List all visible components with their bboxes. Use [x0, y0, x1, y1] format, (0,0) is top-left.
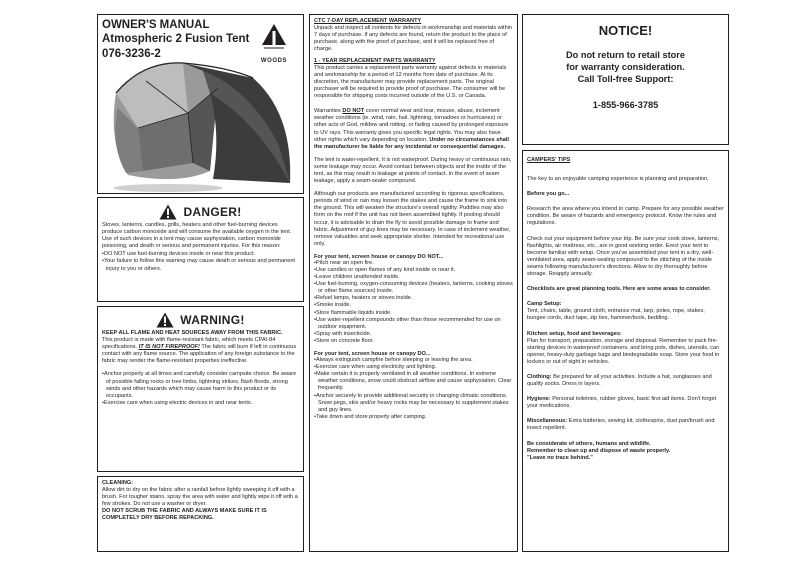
cleaning-text [102, 480, 299, 523]
danger-heading-row [102, 202, 299, 222]
tips-misc [527, 418, 724, 432]
do-item: • Make certain it is properly ventilated in all weather conditions. In extreme weather conditions, snow could obstruct airflow and cause asphyxiation. Clear frequently. [314, 371, 513, 392]
danger-body: Stoves, lanterns, candles, grills, heaters and other fuel-burning devices produce carbon monoxide and will consume the available oxygen in the tent. Use of such devices in a tent may cause asphyxiation, carbon monoxide poisoning, and death or serious and permanent injuries. For this reason: [102, 222, 292, 250]
warning-bullet: • Exercise care when using electric devices in and near tents. [102, 400, 299, 407]
do-not-item: • Store on concrete floor. [314, 338, 513, 345]
notice-heading: NOTICE! [598, 23, 653, 38]
warning-heading-row [102, 310, 299, 330]
do-not-item: • Use fuel-burning, oxygen-consuming devices (heaters, lanterns, cooking stoves or other flame sources) inside. [314, 281, 513, 295]
setup-text: Tent, chairs, table, ground cloth, entrance mat, tarp, poles, rope, stakes, bungee cords, duct tape, zip ties, hammer/tools, bedding. [527, 308, 705, 322]
warranty-7day-heading: CTC 7-DAY REPLACEMENT WARRANTY [314, 18, 422, 24]
tips-setup [527, 301, 724, 322]
model-number: 076-3236-2 [102, 47, 161, 60]
do-heading: For your tent, screen house or canopy DO... [314, 351, 431, 358]
do-item: • Anchor securely to provide additional security in changing climatic conditions. Snow pegs, skis and/or heavy rocks may be necessary to supplement stakes and guy lines. [314, 393, 513, 414]
notice-line-1: Do not return to retail store [566, 50, 685, 60]
warning-bullets [102, 371, 299, 406]
tips-checklists: Checklists are great planning tools. Here are some areas to consider. [527, 286, 711, 293]
warning-lead: KEEP ALL FLAME AND HEAT SOURCES AWAY FROM THIS FABRIC. [102, 330, 283, 336]
hygiene-text: Personal toiletries, rubber gloves, basic first aid items. Don't forget your medications. [527, 396, 717, 410]
do-not-item: • Pitch near an open fire. [314, 260, 513, 267]
do-not-item: • Store flammable liquids inside. [314, 310, 513, 317]
kitchen-text: Plan for transport, preparation, storage and disposal. Remember to pack fire-starting devices in waterproof containers, and bring pots, dishes, utensils, can opener, heavy-duty garbage bags and biodegradable soap. Store your food in lockers or out of sight in vehicles. [527, 337, 720, 365]
kitchen-heading: Kitchen setup, food and beverages: [527, 330, 622, 337]
do-not-item: • Use candles or open flames of any kind inside or near it. [314, 267, 513, 274]
notice-panel [522, 14, 729, 145]
notice-line-3: Call Toll-free Support: [577, 73, 674, 84]
danger-bullet: • Your failure to follow this warning may cause death or serious and permanent injury to you or others. [102, 258, 299, 272]
cleaning-body: Allow dirt to dry on the fabric after a rainfall before lightly sweeping it off with a brush. For tougher stains, spray the area with water and lightly wipe it off with a few strokes. Do not use a washer or dryer. [102, 487, 298, 508]
warning-triangle-icon [156, 312, 174, 328]
rigor-text: Although our products are manufactured according to rigorous specifications, periods of wind or rain may loosen the stakes and cause the frame to sink into the ground. This will weaken the structure's overall rigidity. Puddles may also form on the roof if the unit has not been assembled tightly. If pooling should occur, it is advisable to drain the fly to avoid possible damage to frame and fabric. Adjustment of guy lines may be necessary. In case of inclement weather, remove valuables and seek appropriate shelter. Intended for recreational use only. [314, 191, 511, 247]
tips-intro: The key to an enjoyable camping experience is planning and preparation. [527, 176, 709, 183]
misc-text: Extra batteries, sewing kit, clothespins, dust pan/brush and insect repellent. [527, 418, 715, 432]
do-not-item: • Smoke inside. [314, 302, 513, 309]
notice-text [523, 50, 728, 86]
warning-body [102, 330, 299, 365]
manual-title: OWNER'S MANUAL [102, 19, 210, 31]
exclusions-post: cover normal wear and tear, misuse, abuse, inclement weather conditions (ie. wind, rain, hail, lightning, tornadoes or hurricanes) or other acts of God, mildew and rotting, or fading caused by prolonged exposure to UV rays. This warranty gives you specific legal rights. You may also have other rights which vary depending on location. [314, 108, 509, 143]
warning-panel [97, 306, 304, 472]
closing-line-3: "Leave no trace behind." [527, 454, 593, 461]
warranty-1year-text: This product carries a replacement parts warranty against defects in materials and workmanship for a period of 12 months from date of purchase. At its discretion, the manufacturer may provide replacement parts. The original purchaser will be required to provide proof of purchase. The consumer will be responsible for shipping costs incurred outside of the U.S. or Canada. [314, 64, 507, 100]
hygiene-heading: Hygiene: [527, 396, 551, 403]
warning-emphasis: IT IS NOT FIREPROOF! [138, 344, 200, 351]
danger-heading: DANGER! [183, 205, 242, 219]
do-item: • Exercise care when using electricity and lighting. [314, 364, 513, 371]
clothing-text: Be prepared for all your activities. Include a hat, sunglasses and quality socks. Dress in layers. [527, 373, 712, 388]
misc-heading: Miscellaneous: [527, 418, 568, 425]
do-not-item: • Use water-repellent compounds other than those recommended for use on outdoor equipment. [314, 317, 513, 331]
do-not-item: • Leave children unattended inside. [314, 274, 513, 281]
exclusions-pre: Warranties [314, 108, 341, 115]
tips-research: Research the area where you intend to camp. Prepare for any possible weather condition. Be aware of hazards and emergency protocol. Know the rules and regulations. [527, 206, 724, 227]
tent-image [98, 53, 303, 193]
warranty-panel [309, 14, 518, 552]
campers-tips-panel [522, 150, 729, 552]
do-list [314, 357, 513, 421]
cover-panel [97, 14, 304, 194]
support-phone: 1-855-966-3785 [592, 99, 659, 110]
closing-line-1: Be considerate of others, humans and wildlife. [527, 440, 651, 447]
exclusions-emphasis: DO NOT [342, 108, 365, 115]
do-not-item: • Spray with insecticide. [314, 331, 513, 338]
warning-body-2: The fabric will burn if left in continuous contact with any flame source. The application of any foreign substance to the fabric may render the flame-resistant properties ineffective. [102, 344, 297, 365]
exclusions-bold: Under no circumstances shall the manufacturer be liable for any incidental or consequential damages. [314, 136, 509, 150]
warning-heading: WARNING! [180, 313, 245, 327]
do-item: • Always extinguish campfire before sleeping or leaving the area. [314, 357, 513, 364]
do-not-item: • Refuel lamps, heaters or stoves inside. [314, 295, 513, 302]
clothing-heading: Clothing: [527, 373, 552, 380]
warranty-1year-heading: 1 - YEAR REPLACEMENT PARTS WARRANTY [314, 57, 436, 64]
danger-bullets [102, 251, 299, 272]
tips-heading: CAMPERS' TIPS [527, 157, 571, 163]
woods-logo-icon [261, 23, 287, 53]
cleaning-bold: DO NOT SCRUB THE FABRIC AND ALWAYS MAKE SURE IT IS COMPLETELY DRY BEFORE REPACKING. [102, 508, 267, 522]
water-repellent-text: The tent is water-repellent. It is not waterproof. During heavy or continuous rain, some leakage may occur. Avoid contact between objects and the inside of the tent, as this may result in leakage at points of contact. In the event of seam leakage, apply a seam-sealer compound. [314, 156, 512, 185]
danger-panel [97, 197, 304, 302]
brand-name: WOODS [260, 58, 288, 64]
do-item: • Take down and store properly after camping. [314, 414, 513, 421]
notice-line-2: for warranty consideration. [566, 61, 685, 72]
do-not-heading: For your tent, screen house or canopy DO NOT... [314, 253, 444, 260]
warning-body-1: This product is made with flame-resistant fabric, which meets CPAI-84 specifications. [102, 337, 276, 351]
tips-clothing [527, 374, 724, 388]
warning-triangle-icon [159, 204, 177, 220]
setup-heading: Camp Setup: [527, 301, 562, 308]
cleaning-panel [97, 476, 304, 552]
tips-closing [527, 441, 724, 462]
tips-before: Before you go... [527, 191, 570, 198]
tips-check: Check out your equipment before your trip. Be sure your cook stove, lanterns, flashlights, air mattress, etc., are in good working order. Erect your tent to become familiar with setup. Once you've assembled your tent in a dry, well-ventilated area, apply seam-sealing compound to the stitching of the inside seams following manufacturer's directions. Allow to dry thoroughly before storage. Reapply annually. [527, 235, 720, 278]
tips-kitchen [527, 331, 724, 366]
warranty-exclusions [314, 108, 513, 151]
closing-line-2: Remember to clean up and dispose of waste properly. [527, 447, 671, 454]
product-name: Atmospheric 2 Fusion Tent [102, 33, 250, 46]
cleaning-heading: CLEANING: [102, 480, 134, 486]
tips-hygiene [527, 396, 724, 410]
warning-bullet: • Anchor properly at all times and carefully consider campsite choice. Be aware of possible falling rocks or tree limbs, lightning strikes, flash floods, strong winds and other hazards which may cause harm to this product or its occupants. [102, 371, 299, 399]
warranty-7day-text: Unpack and inspect all contents for defects in workmanship and materials within 7 days of purchase. If any defects are found, return the product to the place of purchase, along with the proof of purchase, and it will be replaced free of charge. [314, 25, 513, 53]
do-not-list [314, 260, 513, 345]
danger-bullet: • DO NOT use fuel-burning devices inside or near this product. [102, 251, 299, 258]
